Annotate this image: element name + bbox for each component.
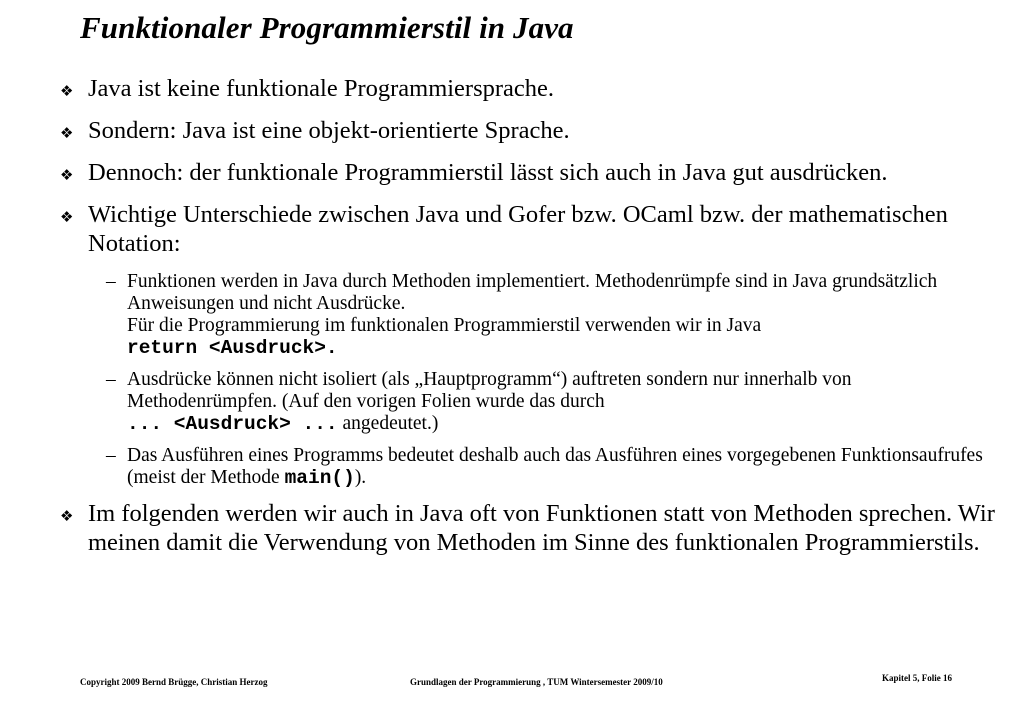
bullet-item: [60, 116, 1000, 145]
bullet-item: [60, 158, 1000, 187]
bullet-item: [60, 200, 1000, 258]
sub-bullet-item: [60, 369, 1000, 435]
bullet-text: Wichtige Unterschiede zwischen Java und Gofer bzw. OCaml bzw. der mathematischen Notation:: [88, 201, 948, 257]
bullet-text: Dennoch: der funktionale Programmierstil lässt sich auch in Java gut ausdrücken.: [88, 159, 888, 186]
sub-bullet-text: ).: [354, 467, 367, 488]
footer-page-number: Kapitel 5, Folie 16: [882, 673, 952, 683]
sub-bullet-text: angedeutet.): [337, 413, 439, 434]
sub-bullet-item: [60, 445, 1000, 489]
diamond-bullet-icon: ❖: [60, 124, 74, 142]
dash-bullet-icon: –: [106, 445, 116, 466]
code-snippet: return <Ausdruck>.: [127, 337, 338, 359]
diamond-bullet-icon: ❖: [60, 208, 74, 226]
dash-bullet-icon: –: [106, 271, 116, 292]
bullet-list: [60, 74, 1000, 570]
sub-bullet-text: Funktionen werden in Java durch Methoden implementiert. Methodenrümpfe sind in Java grundsätzlich Anweisungen und nicht Ausdrücke.: [127, 271, 938, 314]
sub-bullet-item: [60, 271, 1000, 359]
diamond-bullet-icon: ❖: [60, 507, 74, 525]
diamond-bullet-icon: ❖: [60, 82, 74, 100]
footer-course: Grundlagen der Programmierung , TUM Wintersemester 2009/10: [410, 677, 663, 687]
sub-bullet-text: Das Ausführen eines Programms bedeutet deshalb auch das Ausführen eines vorgegebenen Funktionsaufrufes (meist der Methode: [127, 445, 983, 488]
diamond-bullet-icon: ❖: [60, 166, 74, 184]
code-snippet: ... <Ausdruck> ...: [127, 413, 338, 435]
footer-copyright: Copyright 2009 Bernd Brügge, Christian Herzog: [80, 677, 268, 687]
sub-bullet-text: Ausdrücke können nicht isoliert (als „Hauptprogramm“) auftreten sondern nur innerhalb von Methodenrümpfen. (Auf den vorigen Folien wurde das durch: [127, 369, 852, 412]
slide-title: Funktionaler Programmierstil in Java: [80, 10, 574, 45]
bullet-text: Im folgenden werden wir auch in Java oft von Funktionen statt von Methoden sprechen. Wir meinen damit die Verwendung von Methoden im Sinne des funktionalen Programmierstils.: [88, 500, 995, 556]
dash-bullet-icon: –: [106, 369, 116, 390]
code-snippet: main(): [284, 467, 355, 489]
bullet-item: [60, 74, 1000, 103]
sub-bullet-text: Für die Programmierung im funktionalen Programmierstil verwenden wir in Java: [127, 315, 762, 336]
bullet-text: Sondern: Java ist eine objekt-orientierte Sprache.: [88, 117, 570, 144]
bullet-text: Java ist keine funktionale Programmiersprache.: [88, 75, 555, 102]
sub-bullet-list: [60, 271, 1000, 489]
bullet-item: [60, 499, 1000, 557]
